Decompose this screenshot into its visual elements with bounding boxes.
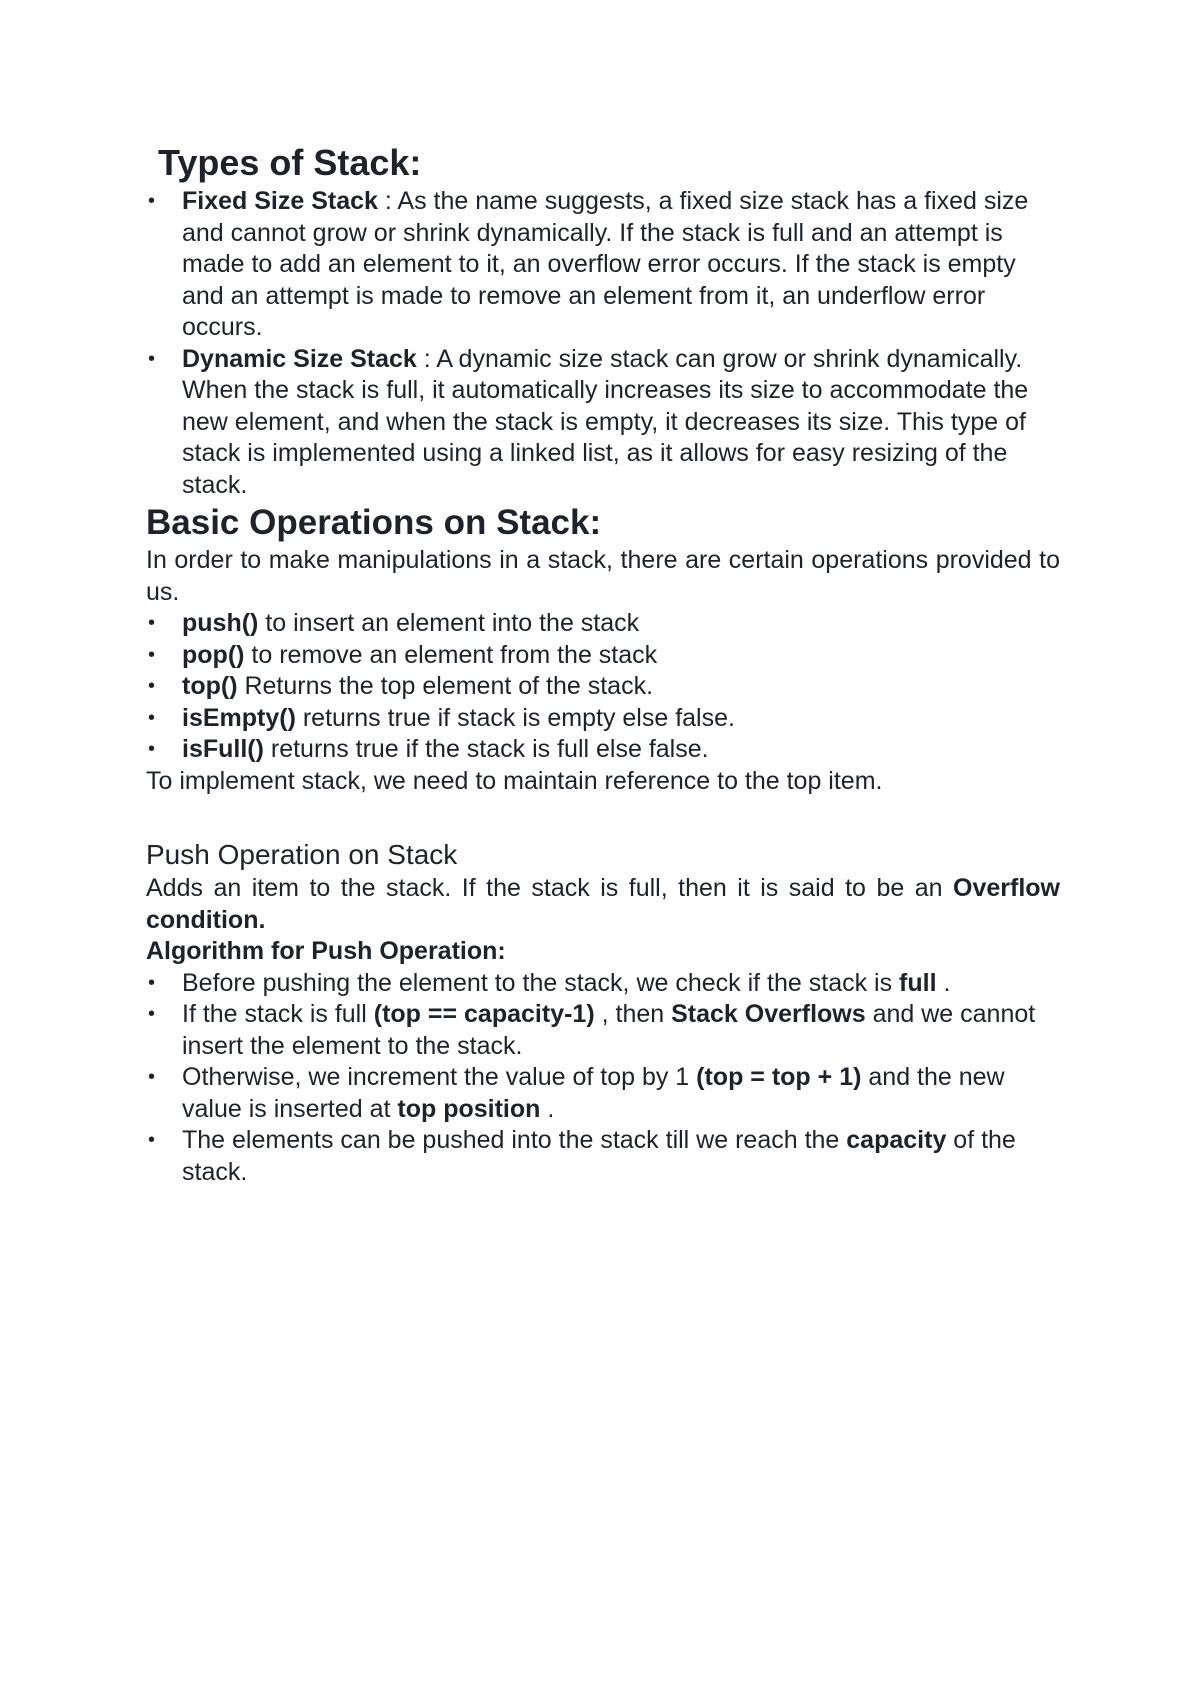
item-term: Dynamic Size Stack xyxy=(182,344,417,373)
push-description xyxy=(146,873,1060,936)
op-desc: Returns the top element of the stack. xyxy=(237,672,654,700)
step-bold: Stack Overflows xyxy=(671,1000,866,1028)
bullet: • xyxy=(148,1003,156,1025)
bullet: • xyxy=(148,1129,156,1151)
list-item xyxy=(146,344,1060,502)
list-item xyxy=(146,608,1060,640)
item-separator: : xyxy=(377,187,398,215)
step-text: and we cannot insert the element to the stack. xyxy=(182,1000,1036,1060)
bullet: • xyxy=(148,706,156,729)
bullet: • xyxy=(148,675,156,697)
step-text: , then xyxy=(594,1000,672,1028)
item-text: A dynamic size stack can grow or shrink dynamically. When the stack is full, it automatically increases its size to accommodate the new element, and when the stack is empty, it decreases its size. This type of stack is implemented using a linked list, as it allows for easy resizing of the stack. xyxy=(182,344,1029,499)
step-bold: capacity xyxy=(846,1126,947,1154)
types-list xyxy=(146,186,1060,501)
spacer xyxy=(146,797,1060,837)
list-item xyxy=(146,734,1060,766)
step-text: and the new value is inserted at xyxy=(182,1063,1005,1123)
op-name: push() xyxy=(182,609,259,637)
op-desc: returns true if the stack is full else false. xyxy=(263,735,709,763)
step-text: The elements can be pushed into the stack till we reach the xyxy=(182,1126,847,1154)
op-desc: returns true if stack is empty else false. xyxy=(295,703,735,732)
bullet: • xyxy=(148,347,156,370)
basic-ops-outro: To implement stack, we need to maintain reference to the top item. xyxy=(146,766,883,795)
basic-ops-heading: Basic Operations on Stack: xyxy=(146,503,602,542)
step-bold: (top = top + 1) xyxy=(696,1063,862,1091)
list-item xyxy=(146,1125,1060,1188)
step-text: . xyxy=(540,1094,555,1123)
bullet: • xyxy=(148,643,156,666)
step-bold: (top == capacity-1) xyxy=(373,1000,595,1028)
step-bold: top position xyxy=(397,1094,541,1123)
algo-heading-text: Algorithm for Push Operation: xyxy=(146,937,506,965)
list-item xyxy=(146,999,1060,1062)
step-text: If the stack is full xyxy=(182,1000,374,1028)
ops-list xyxy=(146,608,1060,766)
overflow-condition: Overflow condition. xyxy=(146,874,1060,934)
list-item xyxy=(146,968,1060,1000)
op-name: top() xyxy=(182,672,238,700)
op-name: pop() xyxy=(182,640,245,669)
types-heading: Types of Stack: xyxy=(158,142,422,183)
item-separator: : xyxy=(416,344,437,373)
step-text: Otherwise, we increment the value of top by 1 xyxy=(182,1063,697,1091)
basic-ops-intro: In order to make manipulations in a stack, there are certain operations provided to us. xyxy=(146,546,1060,606)
bullet: • xyxy=(148,612,156,634)
item-text: As the name suggests, a fixed size stack has a fixed size and cannot grow or shrink dynamically. If the stack is full and an attempt is made to add an element to it, an overflow error occurs. If the stack is empty and an attempt is made to remove an element from it, an underflow error occurs. xyxy=(182,187,1029,341)
list-item xyxy=(146,671,1060,703)
document-content xyxy=(146,140,1060,1188)
list-item xyxy=(146,703,1060,735)
step-text: . xyxy=(936,968,951,997)
item-term: Fixed Size Stack xyxy=(182,187,378,215)
push-heading: Push Operation on Stack xyxy=(146,839,458,870)
list-item xyxy=(146,640,1060,672)
bullet: • xyxy=(148,1066,156,1088)
algo-heading xyxy=(146,936,1060,968)
bullet: • xyxy=(148,190,156,212)
step-text: of the stack. xyxy=(182,1126,1016,1186)
bullet: • xyxy=(148,971,156,994)
op-desc: to remove an element from the stack xyxy=(244,640,658,669)
list-item xyxy=(146,186,1060,344)
push-text: Adds an item to the stack. If the stack is full, then it is said to be an xyxy=(146,874,954,902)
op-name: isEmpty() xyxy=(182,703,296,732)
step-bold: full xyxy=(899,968,937,997)
step-text: Before pushing the element to the stack, we check if the stack is xyxy=(182,968,900,997)
bullet: • xyxy=(148,738,156,760)
op-desc: to insert an element into the stack xyxy=(258,609,640,637)
op-name: isFull() xyxy=(182,735,264,763)
push-steps-list xyxy=(146,968,1060,1189)
list-item xyxy=(146,1062,1060,1125)
